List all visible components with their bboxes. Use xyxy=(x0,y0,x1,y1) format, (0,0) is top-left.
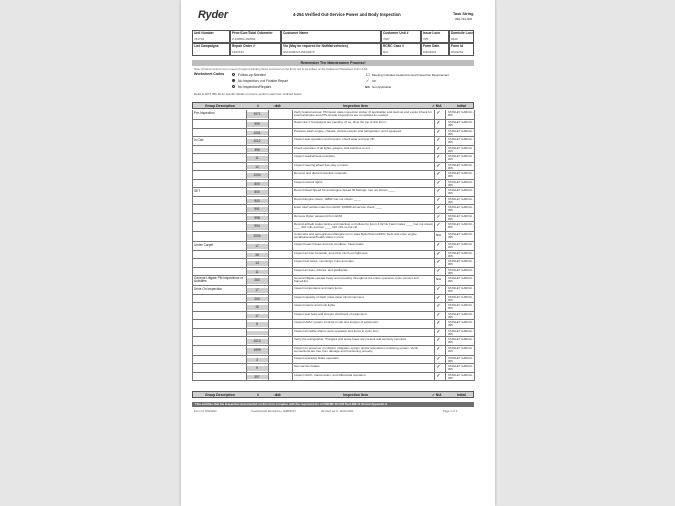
code-follow-up: Follow-up Needed xyxy=(238,72,266,77)
check-icon: ✓ xyxy=(436,145,441,152)
row-initial: STANLEY GARCIA - 005 xyxy=(448,250,474,258)
table-header xyxy=(192,102,474,109)
row-initial: STANLEY GARCIA - 005 xyxy=(448,303,474,311)
check-icon: ✓ xyxy=(436,196,441,203)
row-number: 13 xyxy=(246,261,268,266)
table-row xyxy=(192,364,474,373)
row-initial: STANLEY GARCIA - 005 xyxy=(448,337,474,345)
row-initial: STANLEY GARCIA - 005 xyxy=(448,232,474,240)
row-initial: STANLEY GARCIA - 005 xyxy=(448,372,474,380)
check-icon: ✓ xyxy=(436,320,441,326)
check-icon: ✓ xyxy=(436,110,441,116)
code-no-inspection-icon xyxy=(232,85,235,88)
unit-field-cell xyxy=(192,30,230,43)
row-number: 16 xyxy=(246,305,268,310)
row-item: Inspect exterior lights xyxy=(294,180,323,184)
table-row xyxy=(192,146,474,155)
campaign-field-cell xyxy=(281,43,381,56)
check-icon: ✓ xyxy=(436,259,441,265)
footer-created: Created/Last Revised by: IEM84447 xyxy=(251,409,296,413)
code-annual: Meeting Indicates Federal Annual Inspection Requirement xyxy=(372,72,450,77)
table-row xyxy=(192,129,474,138)
row-item: Remove Ryder password from ECM xyxy=(294,214,343,218)
check-icon: ✓ xyxy=(436,242,441,248)
check-icon: ✓ xyxy=(436,213,441,220)
check-icon: ✓ xyxy=(436,345,441,352)
check-icon: ✓ xyxy=(436,154,441,160)
campaign-field-cell xyxy=(192,43,230,56)
row-initial: STANLEY GARCIA - 005 xyxy=(448,213,474,221)
document-page xyxy=(181,0,495,506)
row-initial: STANLEY GARCIA - 005 xyxy=(448,110,474,118)
check-icon: ✓ xyxy=(436,364,441,370)
field-label: Customer Name xyxy=(283,31,309,35)
field-label: Repair Order # xyxy=(232,44,255,48)
row-number: 396 xyxy=(246,148,268,153)
code-na: Not Applicable xyxy=(372,84,392,89)
row-item: Inspect seat belts and stopper checkouts of equipment. xyxy=(294,312,368,316)
check-icon: ✓ xyxy=(436,171,441,177)
table-row xyxy=(192,188,474,197)
row-group: Under Carpet xyxy=(194,243,214,247)
row-number: 1013 xyxy=(246,339,268,344)
task-label: Task String xyxy=(453,12,474,16)
footer-revised: Revised as of: 10/21/2021 xyxy=(321,409,354,413)
row-initial: STANLEY GARCIA - 005 xyxy=(448,267,474,275)
table-row xyxy=(192,373,474,382)
table-row xyxy=(192,154,474,163)
check-icon: ✓ xyxy=(436,222,441,228)
table-row xyxy=(192,214,474,223)
row-number: 17 xyxy=(246,288,268,293)
footer-col-group: Group Description xyxy=(205,392,235,397)
field-label: Unit Number xyxy=(194,31,214,35)
row-initial: STANLEY GARCIA - 005 xyxy=(448,179,474,187)
field-label: Form Date xyxy=(423,44,440,48)
row-number: 994 xyxy=(246,224,268,230)
footer-form-id: Form Id: D534254 xyxy=(194,409,217,413)
field-label: Issue Locn xyxy=(423,31,441,35)
row-item: Inspect temperature and warn items xyxy=(294,287,342,290)
check-icon: ✓ xyxy=(436,137,441,143)
col-item: Inspection Item xyxy=(343,103,368,108)
table-row xyxy=(192,171,474,180)
row-number: 8 xyxy=(246,322,268,327)
col-group: Group Description xyxy=(205,103,235,108)
row-number: 1971 xyxy=(246,112,268,118)
unit-field-cell xyxy=(230,30,281,43)
row-item: Inspect lower frames and unit condition. Clean leaks. xyxy=(294,243,365,246)
row-number: 2006 xyxy=(246,234,268,240)
check-icon: ✓ xyxy=(436,250,441,257)
check-icon: ✓ xyxy=(436,162,441,169)
row-item: Inspect for presence of collision mitigation system and/or telematics monitoring system. Verify connections are free from damage and functioning properly. xyxy=(294,346,419,353)
row-item: Inspect steering wheel free play or travel. xyxy=(294,163,349,167)
row-number: 9 xyxy=(246,366,268,371)
field-value: D534254 xyxy=(451,50,464,54)
row-initial: STANLEY GARCIA - 005 xyxy=(448,242,474,250)
field-value: 0429 xyxy=(451,37,458,41)
row-item: Record Road Speed Kit and Engine Speed ID Settings. Get not shown ____ xyxy=(294,189,396,192)
row-initial: STANLEY GARCIA - 005 xyxy=(448,320,474,328)
field-value: N/A xyxy=(383,50,389,54)
row-number: 11 xyxy=(246,270,268,275)
row-group: SET xyxy=(194,189,201,193)
field-label: Form Id xyxy=(451,44,464,48)
unit-field-cell xyxy=(449,30,474,43)
col-initial: Initial xyxy=(457,103,466,108)
code-na-icon: N/A xyxy=(365,84,370,89)
row-initial: STANLEY GARCIA - 005 xyxy=(448,162,474,170)
row-item: General liftgate operate freely and smoothly throughout the entire operation cycle (correct and frame/Hin). xyxy=(294,277,419,284)
row-initial: STANLEY GARCIA - 005 xyxy=(448,196,474,204)
row-item: Inspect clutch, transmission, and differential operation. xyxy=(294,373,367,377)
row-initial: STANLEY GARCIA - 005 xyxy=(448,286,474,294)
table-row xyxy=(192,180,474,189)
table-row xyxy=(192,337,474,346)
table-row xyxy=(192,312,474,321)
row-number: 999 xyxy=(246,122,268,127)
table-row xyxy=(192,137,474,146)
row-item: Pressure wash engine, chassis, vehicle exterior and refrigeration unit if equipped. xyxy=(294,129,402,133)
row-initial: STANLEY GARCIA - 005 xyxy=(448,188,474,196)
campaign-field-cell xyxy=(449,43,474,56)
field-label: RCRC Case # xyxy=(383,44,405,48)
field-label: Customer Unit # xyxy=(383,31,409,35)
row-item: Test service brakes. xyxy=(294,365,321,368)
table-row xyxy=(192,163,474,172)
table-footer-header xyxy=(192,391,474,398)
table-row xyxy=(192,232,474,242)
dot-note: Refer to DOT 396.19 for specific details on how to perform each item outlined below. xyxy=(194,92,302,96)
code-no-inspection: No inspection/Repairs xyxy=(238,84,272,89)
row-initial: STANLEY GARCIA - 005 xyxy=(448,355,474,363)
campaign-field-cell xyxy=(381,43,421,56)
field-value: 6/30/2021 xyxy=(423,50,437,54)
repair-note: Note: All items found to be in need of repair (including those not found on the form) are to be written on the Follow-up Worksheet, Form 4-hd. xyxy=(194,67,368,71)
footer-page: Page 1 of 2 xyxy=(443,409,458,413)
row-number: 991 xyxy=(246,207,268,212)
row-item: Inspect interior and trunk lights. xyxy=(294,304,336,307)
field-label: List Campaigns xyxy=(194,44,219,48)
check-icon: ✓ xyxy=(436,355,441,362)
row-initial: STANLEY GARCIA - 005 xyxy=(448,364,474,372)
row-number: 800 xyxy=(246,182,268,187)
row-item: Remove and discard obsolete materials. xyxy=(294,172,348,175)
form-title: 4-254 Verified Out-Service Power and Body Inspection xyxy=(293,12,401,17)
row-number: 900 xyxy=(246,199,268,204)
col-codes: ○⊗⊘ xyxy=(273,103,281,108)
code-follow-up-icon xyxy=(232,73,235,76)
code-not-fixable: No inspection, not Fixable Repair xyxy=(238,78,288,83)
footer-col-item: Inspection Item xyxy=(343,392,368,397)
row-number: 283 xyxy=(246,278,268,284)
check-icon: ✓ xyxy=(436,303,441,309)
check-icon: ✓ xyxy=(436,188,441,194)
table-row xyxy=(192,276,474,286)
footer-col-codes: ○⊗⊘ xyxy=(273,392,281,397)
field-value: 7007 xyxy=(383,37,390,41)
row-item: Enter total vehicle miles from ECM: 260586 all service check ____ xyxy=(294,206,383,209)
check-icon: ✓ xyxy=(436,294,441,301)
field-label: Prior/Curr/Total Odometer xyxy=(232,31,273,35)
field-value: 3AKJGBDV1JSKA0279 xyxy=(283,50,315,54)
row-item: Inspect seat operation and function, check wear and tear OK. xyxy=(294,138,376,141)
row-number: 1999 xyxy=(246,348,268,354)
row-number: 38 xyxy=(246,253,268,258)
row-number: 12 xyxy=(246,165,268,170)
row-number xyxy=(246,331,268,336)
row-initial: STANLEY GARCIA - 005 xyxy=(448,171,474,179)
row-item: Verify fire extinguisher, Triangles and spare fuses are present and securely mounted. xyxy=(294,338,407,341)
row-item: Inspect all visible alarms work operation and items to cycle item. xyxy=(294,329,380,333)
certification-bar: This certifies that the inspection documented on this form complies with the requirements of FMCSR 49 CFR Part 396.17-23 and Appendix A xyxy=(192,402,474,407)
field-value: 781719 xyxy=(194,37,205,41)
table-row xyxy=(192,320,474,329)
row-group: In Cab xyxy=(194,138,204,142)
row-group: General Liftgate PM Inspections or Activities xyxy=(194,276,244,284)
brand-logo: Ryder xyxy=(198,9,228,21)
unit-field-cell xyxy=(281,30,381,43)
field-value: 1997634 xyxy=(232,50,244,54)
task-value: 999-722-000 xyxy=(455,17,473,21)
row-item: Record all fault codes (active and inactive) on Follow-Up Form 4-62 No Fault Codes ____ Get not shown ____ 697 mils and low ____ 697 mils so hot ctrl xyxy=(294,223,433,230)
row-item: Check operation of all lights, gauges, and switches to ost. xyxy=(294,146,371,150)
row-number: 1001 xyxy=(246,131,268,136)
row-group: Drive On Inspection xyxy=(194,287,222,291)
row-initial: STANLEY GARCIA - 005 xyxy=(448,222,474,230)
table-row xyxy=(192,110,474,120)
row-number: 800 xyxy=(246,190,268,195)
table-row xyxy=(192,205,474,214)
campaign-field-cell xyxy=(230,43,281,56)
campaign-field-cell xyxy=(421,43,449,56)
field-value: 705 xyxy=(423,37,429,41)
row-initial: STANLEY GARCIA - 005 xyxy=(448,259,474,267)
row-initial: STANLEY GARCIA - 005 xyxy=(448,328,474,336)
row-number: 1004 xyxy=(246,173,268,178)
table-row xyxy=(192,356,474,365)
field-value: 0 230584 260584 xyxy=(232,37,256,41)
na-mark: N/A xyxy=(436,277,442,281)
row-initial: STANLEY GARCIA - 005 xyxy=(448,128,474,136)
row-initial: STANLEY GARCIA - 005 xyxy=(448,137,474,145)
check-icon: ✓ xyxy=(436,372,441,379)
row-item: Inspect air lines, fixtures, and gladhands. xyxy=(294,268,349,272)
row-initial: STANLEY GARCIA - 005 xyxy=(448,145,474,153)
row-item: Inspect operating brake operation. xyxy=(294,356,340,360)
row-initial: STANLEY GARCIA - 005 xyxy=(448,311,474,319)
unit-field-cell xyxy=(421,30,449,43)
row-number: 17 xyxy=(246,314,268,319)
check-icon: ✓ xyxy=(436,328,441,335)
row-initial: STANLEY GARCIA - 005 xyxy=(448,276,474,284)
row-number: 11 xyxy=(246,156,268,161)
row-initial: STANLEY GARCIA - 005 xyxy=(448,120,474,128)
table-row xyxy=(192,251,474,260)
check-icon: ✓ xyxy=(436,311,441,318)
footer-col-initial: Initial xyxy=(457,392,466,397)
row-number: 998 xyxy=(246,216,268,221)
maintenance-banner: Remember The Maintenance Promise! xyxy=(192,60,474,66)
table-row xyxy=(192,346,474,356)
row-item: Inspect capacity of dash noise value trim/component xyxy=(294,295,364,299)
row-group: Pre-Inspection xyxy=(194,111,215,115)
check-icon: ✓ xyxy=(436,120,441,126)
table-row xyxy=(192,286,474,295)
row-number: 3 xyxy=(246,358,268,363)
worksheet-codes-label: Worksheet Codes xyxy=(194,72,225,76)
table-row xyxy=(192,268,474,277)
table-row xyxy=(192,303,474,312)
table-row xyxy=(192,120,474,129)
row-item: Customize and reprogrammed Engine Go to www.RyderSource/DDC Tools and enter engine serial/parameter/health status in here. xyxy=(294,233,417,240)
row-item: Inspect HVAC system controls in cab and stopper of equipment. xyxy=(294,321,379,324)
footer-col-num: # xyxy=(257,392,259,397)
row-item: Inspect air inlet hoses/air, and other pinch-out tightness. xyxy=(294,251,369,255)
check-icon: ✓ xyxy=(436,337,441,343)
table-row xyxy=(192,197,474,206)
row-initial: STANLEY GARCIA - 005 xyxy=(448,345,474,353)
row-item: Verify federal annual, PM decal, state inspection sticker (if applicable) and Hazmat and expire Check for external Engine and ATS oil leak inspections are completed as needed. xyxy=(294,111,432,118)
row-item: Record Engine Hours: 19802 Get not shown ____ xyxy=(294,197,361,201)
row-number: 1012 xyxy=(246,139,268,144)
row-number: 200 xyxy=(246,297,268,302)
footer-col-check: ✓ N/A xyxy=(432,392,442,397)
code-annual-icon: ☐ xyxy=(366,72,370,77)
table-row xyxy=(192,222,474,232)
code-not-fixable-icon xyxy=(232,79,235,82)
row-number: 397 xyxy=(246,375,268,380)
check-icon: ✓ xyxy=(436,179,441,186)
check-icon: ✓ xyxy=(436,205,441,211)
row-item: Inspect fuel tanks, mountings, lines and caps. xyxy=(294,260,355,263)
field-label: Domicile Locn xyxy=(451,31,474,35)
check-icon: ✓ xyxy=(436,128,441,135)
check-icon: ✓ xyxy=(436,267,441,274)
col-num: # xyxy=(257,103,259,108)
table-row xyxy=(192,259,474,268)
row-item: Determine if Campaigns are pending. (If so, fill at the top of this form.) xyxy=(294,121,387,124)
row-initial: STANLEY GARCIA - 005 xyxy=(448,205,474,213)
col-check: ✓ N/A xyxy=(432,103,442,108)
unit-field-cell xyxy=(381,30,421,43)
table-row xyxy=(192,295,474,304)
row-number: 17 xyxy=(246,244,268,249)
row-initial: STANLEY GARCIA - 005 xyxy=(448,294,474,302)
code-ok: OK xyxy=(372,78,377,83)
table-row xyxy=(192,329,474,338)
na-mark: N/A xyxy=(436,233,442,237)
row-initial: STANLEY GARCIA - 005 xyxy=(448,154,474,162)
table-row xyxy=(192,242,474,251)
row-item: Inspect seatbelt/seat operation. xyxy=(294,155,336,158)
code-ok-icon: ✓ xyxy=(366,78,370,83)
check-icon: ✓ xyxy=(436,286,441,292)
field-label: Vin (May be required for NotMat vehicles) xyxy=(283,44,348,48)
